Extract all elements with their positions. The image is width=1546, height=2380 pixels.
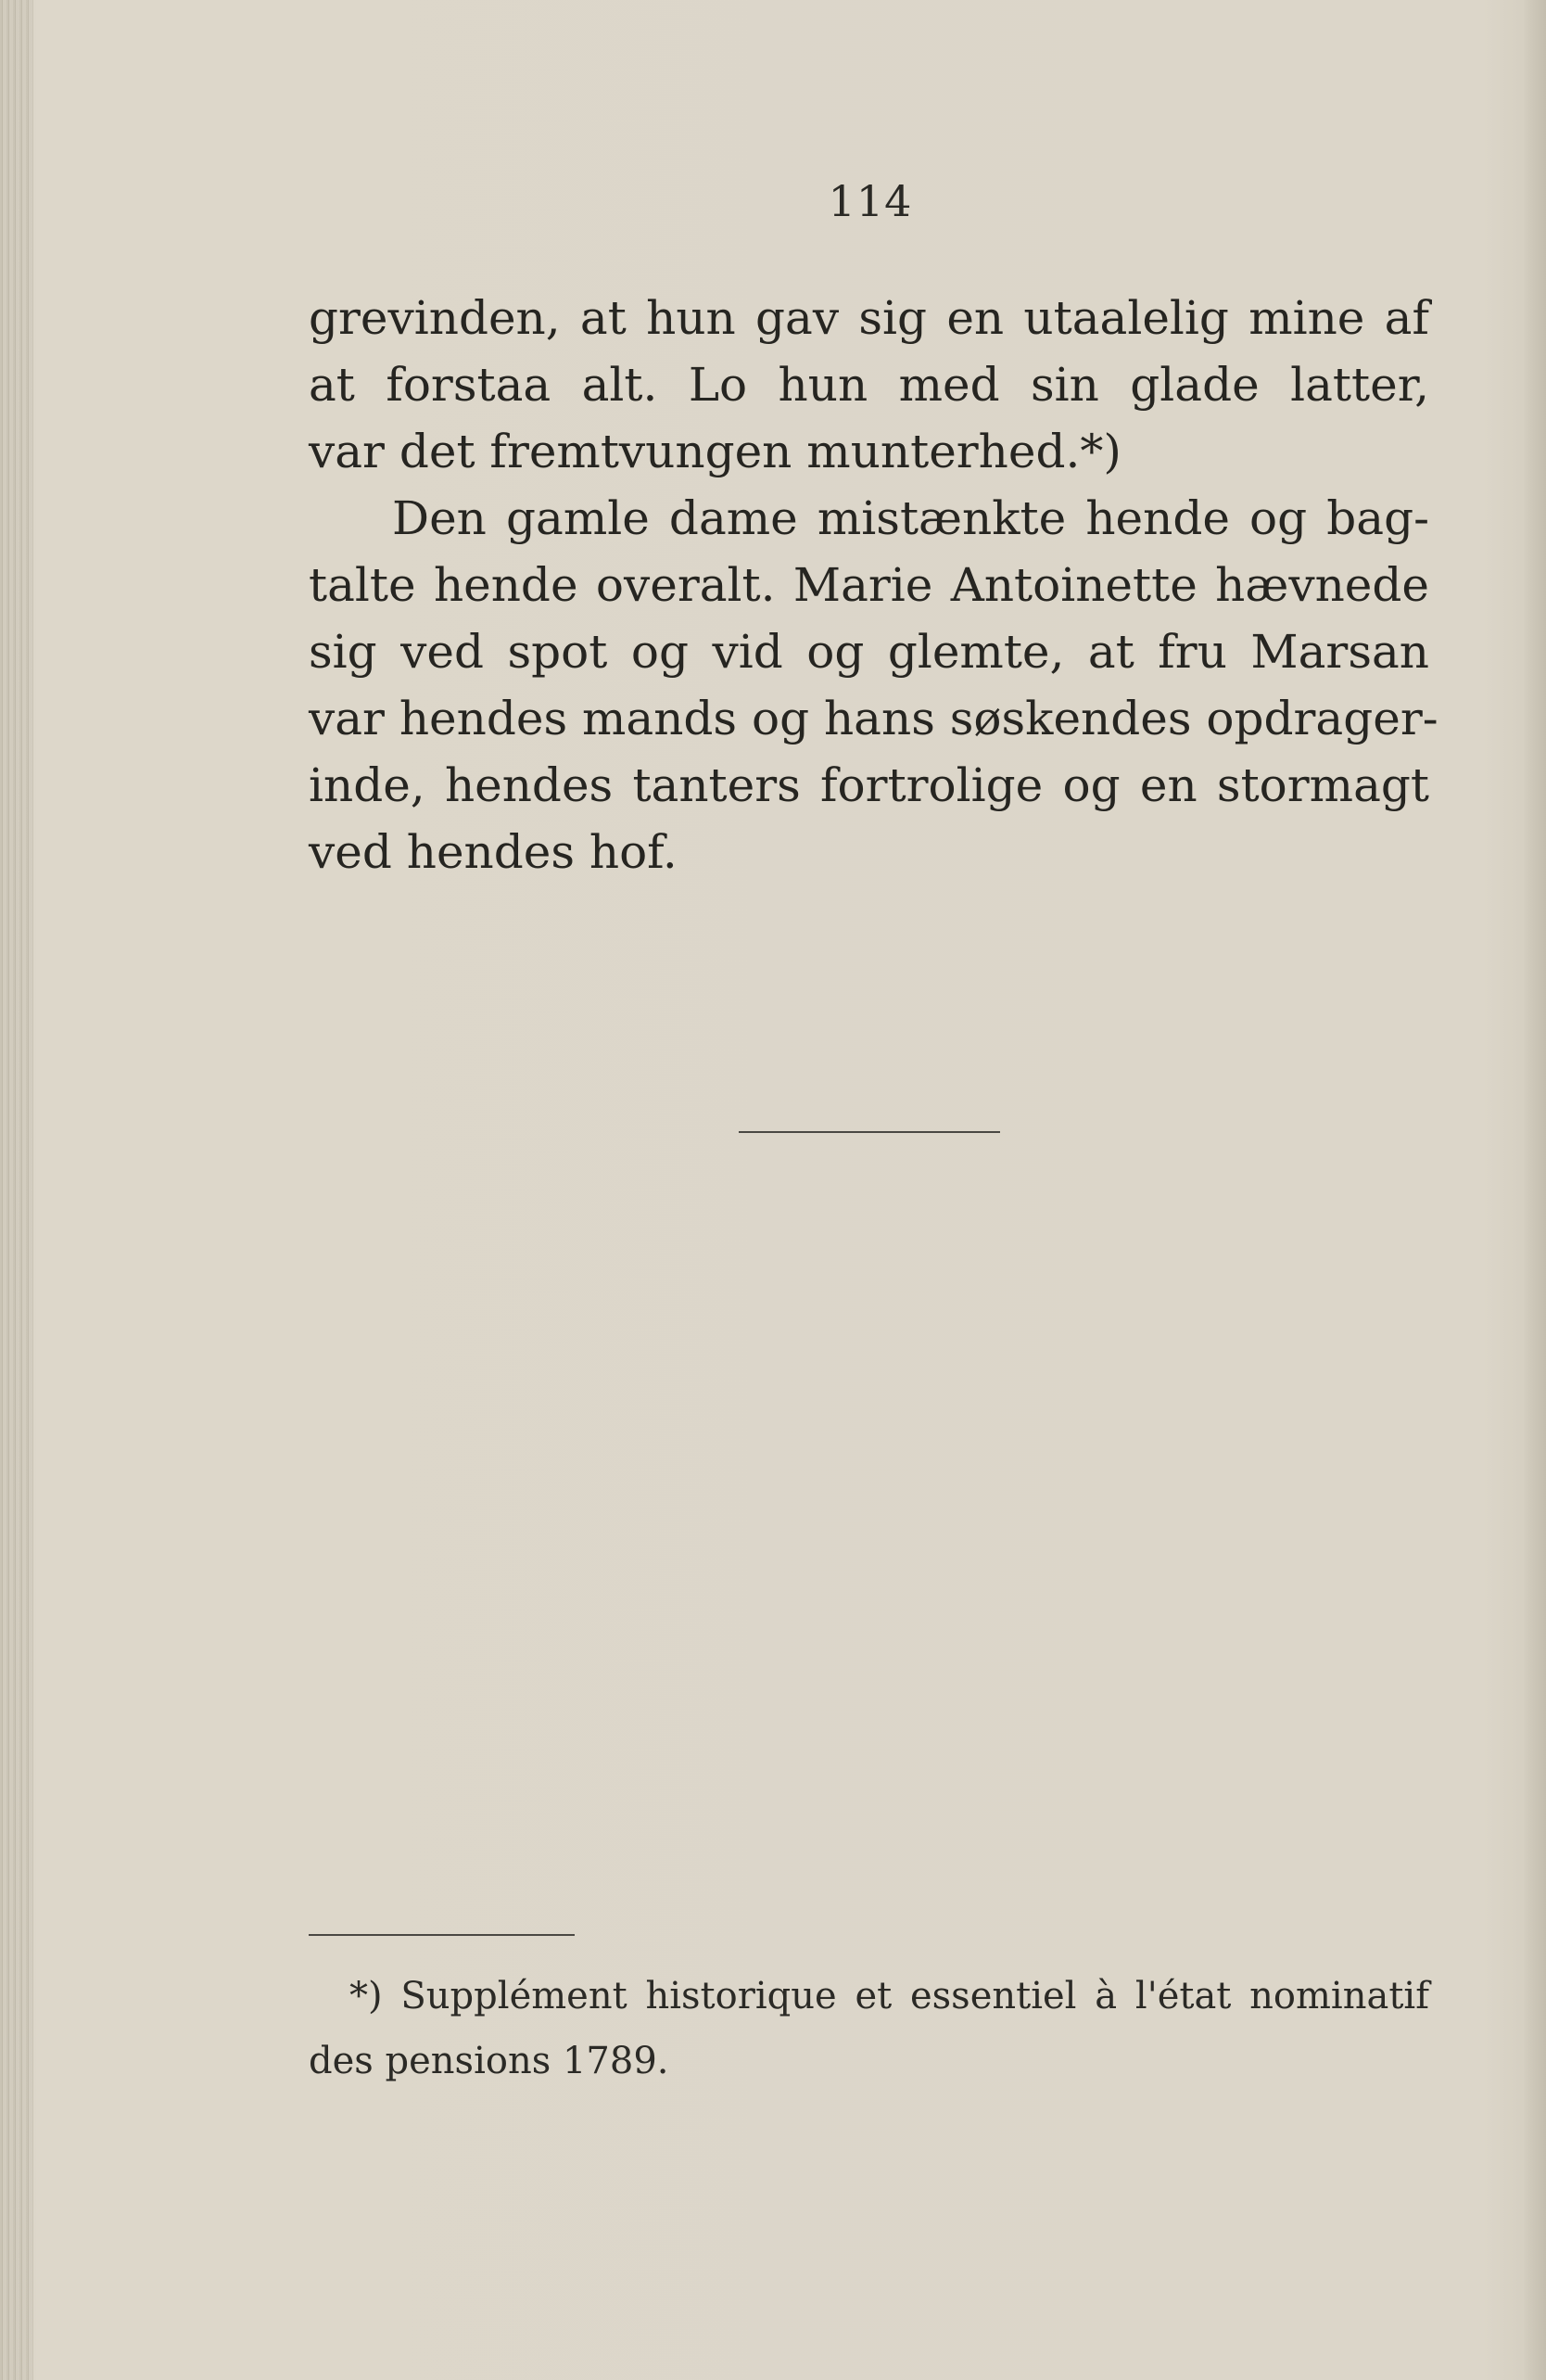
text-line: sig ved spot og vid og glemte, at fru Marsan: [309, 625, 1429, 679]
text-line: ved hendes hof.: [309, 825, 678, 879]
text-line: Den gamle dame mistænkte hende og bag-: [392, 491, 1429, 545]
page-number: 114: [828, 176, 913, 226]
text-line: var hendes mands og hans søskendes opdrager-: [309, 692, 1438, 745]
footnote-line: des pensions 1789.: [309, 2040, 669, 2082]
footnote: [309, 1964, 1429, 2094]
text-line: inde, hendes tanters fortrolige og en stormagt: [309, 758, 1429, 812]
footnote-line: *) Supplément historique et essentiel à l'état nominatif: [349, 1975, 1429, 2017]
text-line: talte hende overalt. Marie Antoinette hævnede: [309, 558, 1429, 612]
body-text: [309, 285, 1438, 885]
footnote-divider: [309, 1934, 575, 1936]
page-outer-edge: [1524, 0, 1546, 2380]
text-line: var det fremtvungen munterhed.*): [309, 425, 1121, 478]
text-line: at forstaa alt. Lo hun med sin glade latter,: [309, 358, 1429, 412]
page-binding-edge: [0, 0, 33, 2380]
text-line: grevinden, at hun gav sig en utaalelig mine af: [309, 291, 1429, 345]
section-divider: [739, 1131, 1000, 1133]
